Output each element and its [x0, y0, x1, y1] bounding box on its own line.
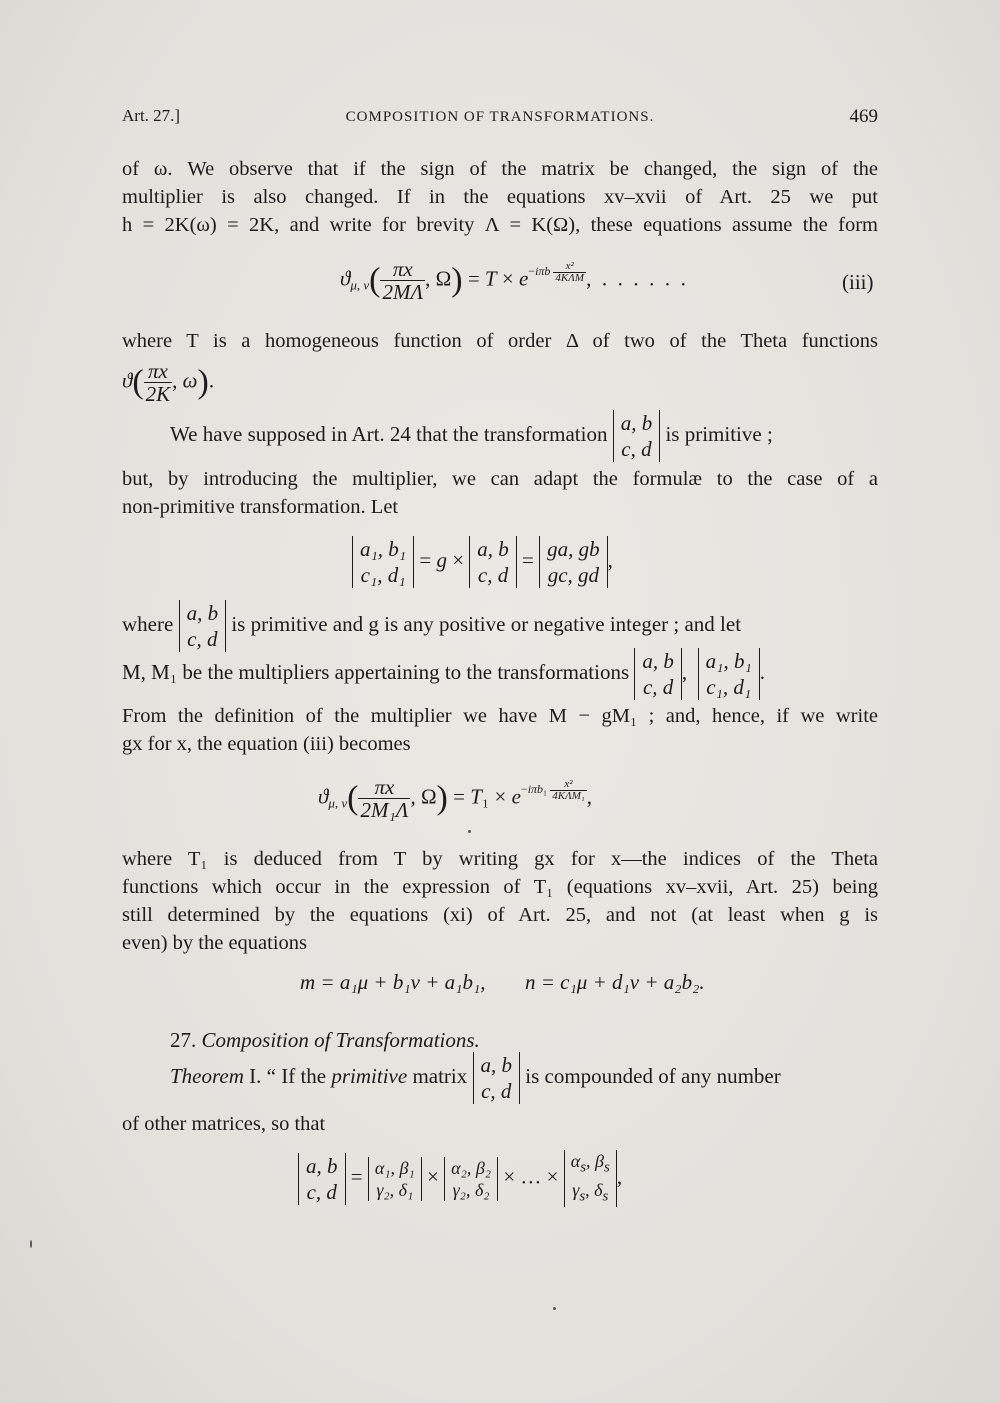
paragraph-text: We have supposed in Art. 24 that the transformation: [170, 421, 608, 446]
matrix-abcd: a, b c, d: [613, 410, 661, 462]
paragraph-line: gx for x, the equation (iii) becomes: [122, 733, 411, 755]
paragraph-line: where T₁ is deduced from T by writing gx for x—the indices of the Theta: [122, 848, 878, 870]
paper-speck: [468, 830, 471, 833]
paragraph-line-with-matrix: where a, b c, d is primitive and g is any positive or negative integer ; and let: [122, 601, 742, 651]
paragraph-line: where T is a homogeneous function of order Δ of two of the Theta functions: [122, 330, 878, 352]
running-head-title: COMPOSITION OF TRANSFORMATIONS.: [345, 109, 655, 125]
paragraph-text: is primitive ;: [665, 421, 773, 446]
paragraph-line: functions which occur in the expression of T₁ (equations xv–xvii, Art. 25) being: [122, 876, 878, 898]
paragraph-text: is primitive and g is any positive or negative integer ; and let: [231, 611, 742, 636]
paragraph-text: where: [122, 611, 174, 636]
equation-m: m = a₁μ + b₁ν + a₁b₁,: [300, 970, 486, 994]
theorem-number: I.: [249, 1063, 262, 1088]
equation-iii: $ϑ_{\mu, \nu}$( $\frac{\pi x}{2M\Lambda}$ , $\Omega) = T \times e^{-i\pi b \frac{\text{x²}}{\text{4KΛM}}}$ , . . . . . .: [340, 257, 686, 304]
section-heading: [170, 1028, 480, 1053]
paragraph-text: M, M₁ be the multipliers appertaining to the transformations: [122, 659, 630, 684]
paragraph-line: still determined by the equations (xi) of Art. 25, and not (at least when g is: [122, 904, 878, 926]
paragraph-line: From the definition of the multiplier we have M − gM₁ ; and, hence, if we write: [122, 705, 878, 727]
section-title: Composition of Transformations.: [201, 1028, 480, 1052]
page-number: 469: [849, 106, 878, 127]
equation-label: (iii): [842, 270, 874, 294]
section-number: 27.: [170, 1028, 197, 1052]
theorem-label: Theorem: [170, 1063, 244, 1088]
matrix-product-equation: a, b c, d = α₁, β₁ γ₂, δ₁ × α₂, β₂ γ₂, δ₂ × … × $\alpha_s$, $\beta_s$ $\gamma_s$, $\delta_s$ ,: [298, 1150, 622, 1207]
paragraph-line: but, by introducing the multiplier, we can adapt the formulæ to the case of a: [122, 468, 878, 490]
paper-speck: [30, 1240, 32, 1248]
theorem-text: matrix: [407, 1063, 468, 1088]
paper-speck: [553, 1307, 556, 1310]
equation-transformed: $ϑ_{\mu, \nu}$( $\frac{\pi x}{\text{2M₁Λ}}$ , $\Omega) = T_1 \times e^{-i\pi b_1 \frac{\text{x²}}{\text{4KΛM₁}}}$ ,: [318, 775, 592, 822]
paragraph-line-with-matrix: [170, 410, 773, 462]
equation-n: n = c₁μ + d₁ν + a₂b₂.: [525, 970, 705, 994]
matrix-equation: a₁, b₁ c₁, d₁ = g × a, b c, d = ga, gb gc, gd ,: [352, 536, 613, 588]
paragraph-line: even) by the equations: [122, 932, 308, 954]
paragraph-line: multiplier is also changed. If in the equations xv–xvii of Art. 25 we put: [122, 186, 878, 208]
paragraph-line-with-matrix: M, M₁ be the multipliers appertaining to the transformations a, b c, d , a₁, b₁ c₁, d₁ .: [122, 649, 765, 699]
paragraph-line: h = 2K(ω) = 2K, and write for brevity Λ = K(Ω), these equations assume the form: [122, 214, 878, 236]
theorem-emph: primitive: [331, 1063, 408, 1088]
theorem-text: is compounded of any number: [525, 1063, 781, 1088]
theta-function-expr: ϑ( $\frac{\pi x}{2K}$ , ω).: [122, 359, 215, 406]
theorem-line: Theorem I. “ If the primitive matrix a, b c, d is compounded of any number: [170, 1053, 781, 1103]
theorem-text: “ If the: [266, 1063, 332, 1088]
paragraph-line: of ω. We observe that if the sign of the matrix be changed, the sign of the: [122, 158, 878, 180]
running-head-article: Art. 27.]: [122, 106, 181, 125]
paragraph-line: non-primitive transformation. Let: [122, 496, 399, 518]
paragraph-line: of other matrices, so that: [122, 1113, 326, 1135]
